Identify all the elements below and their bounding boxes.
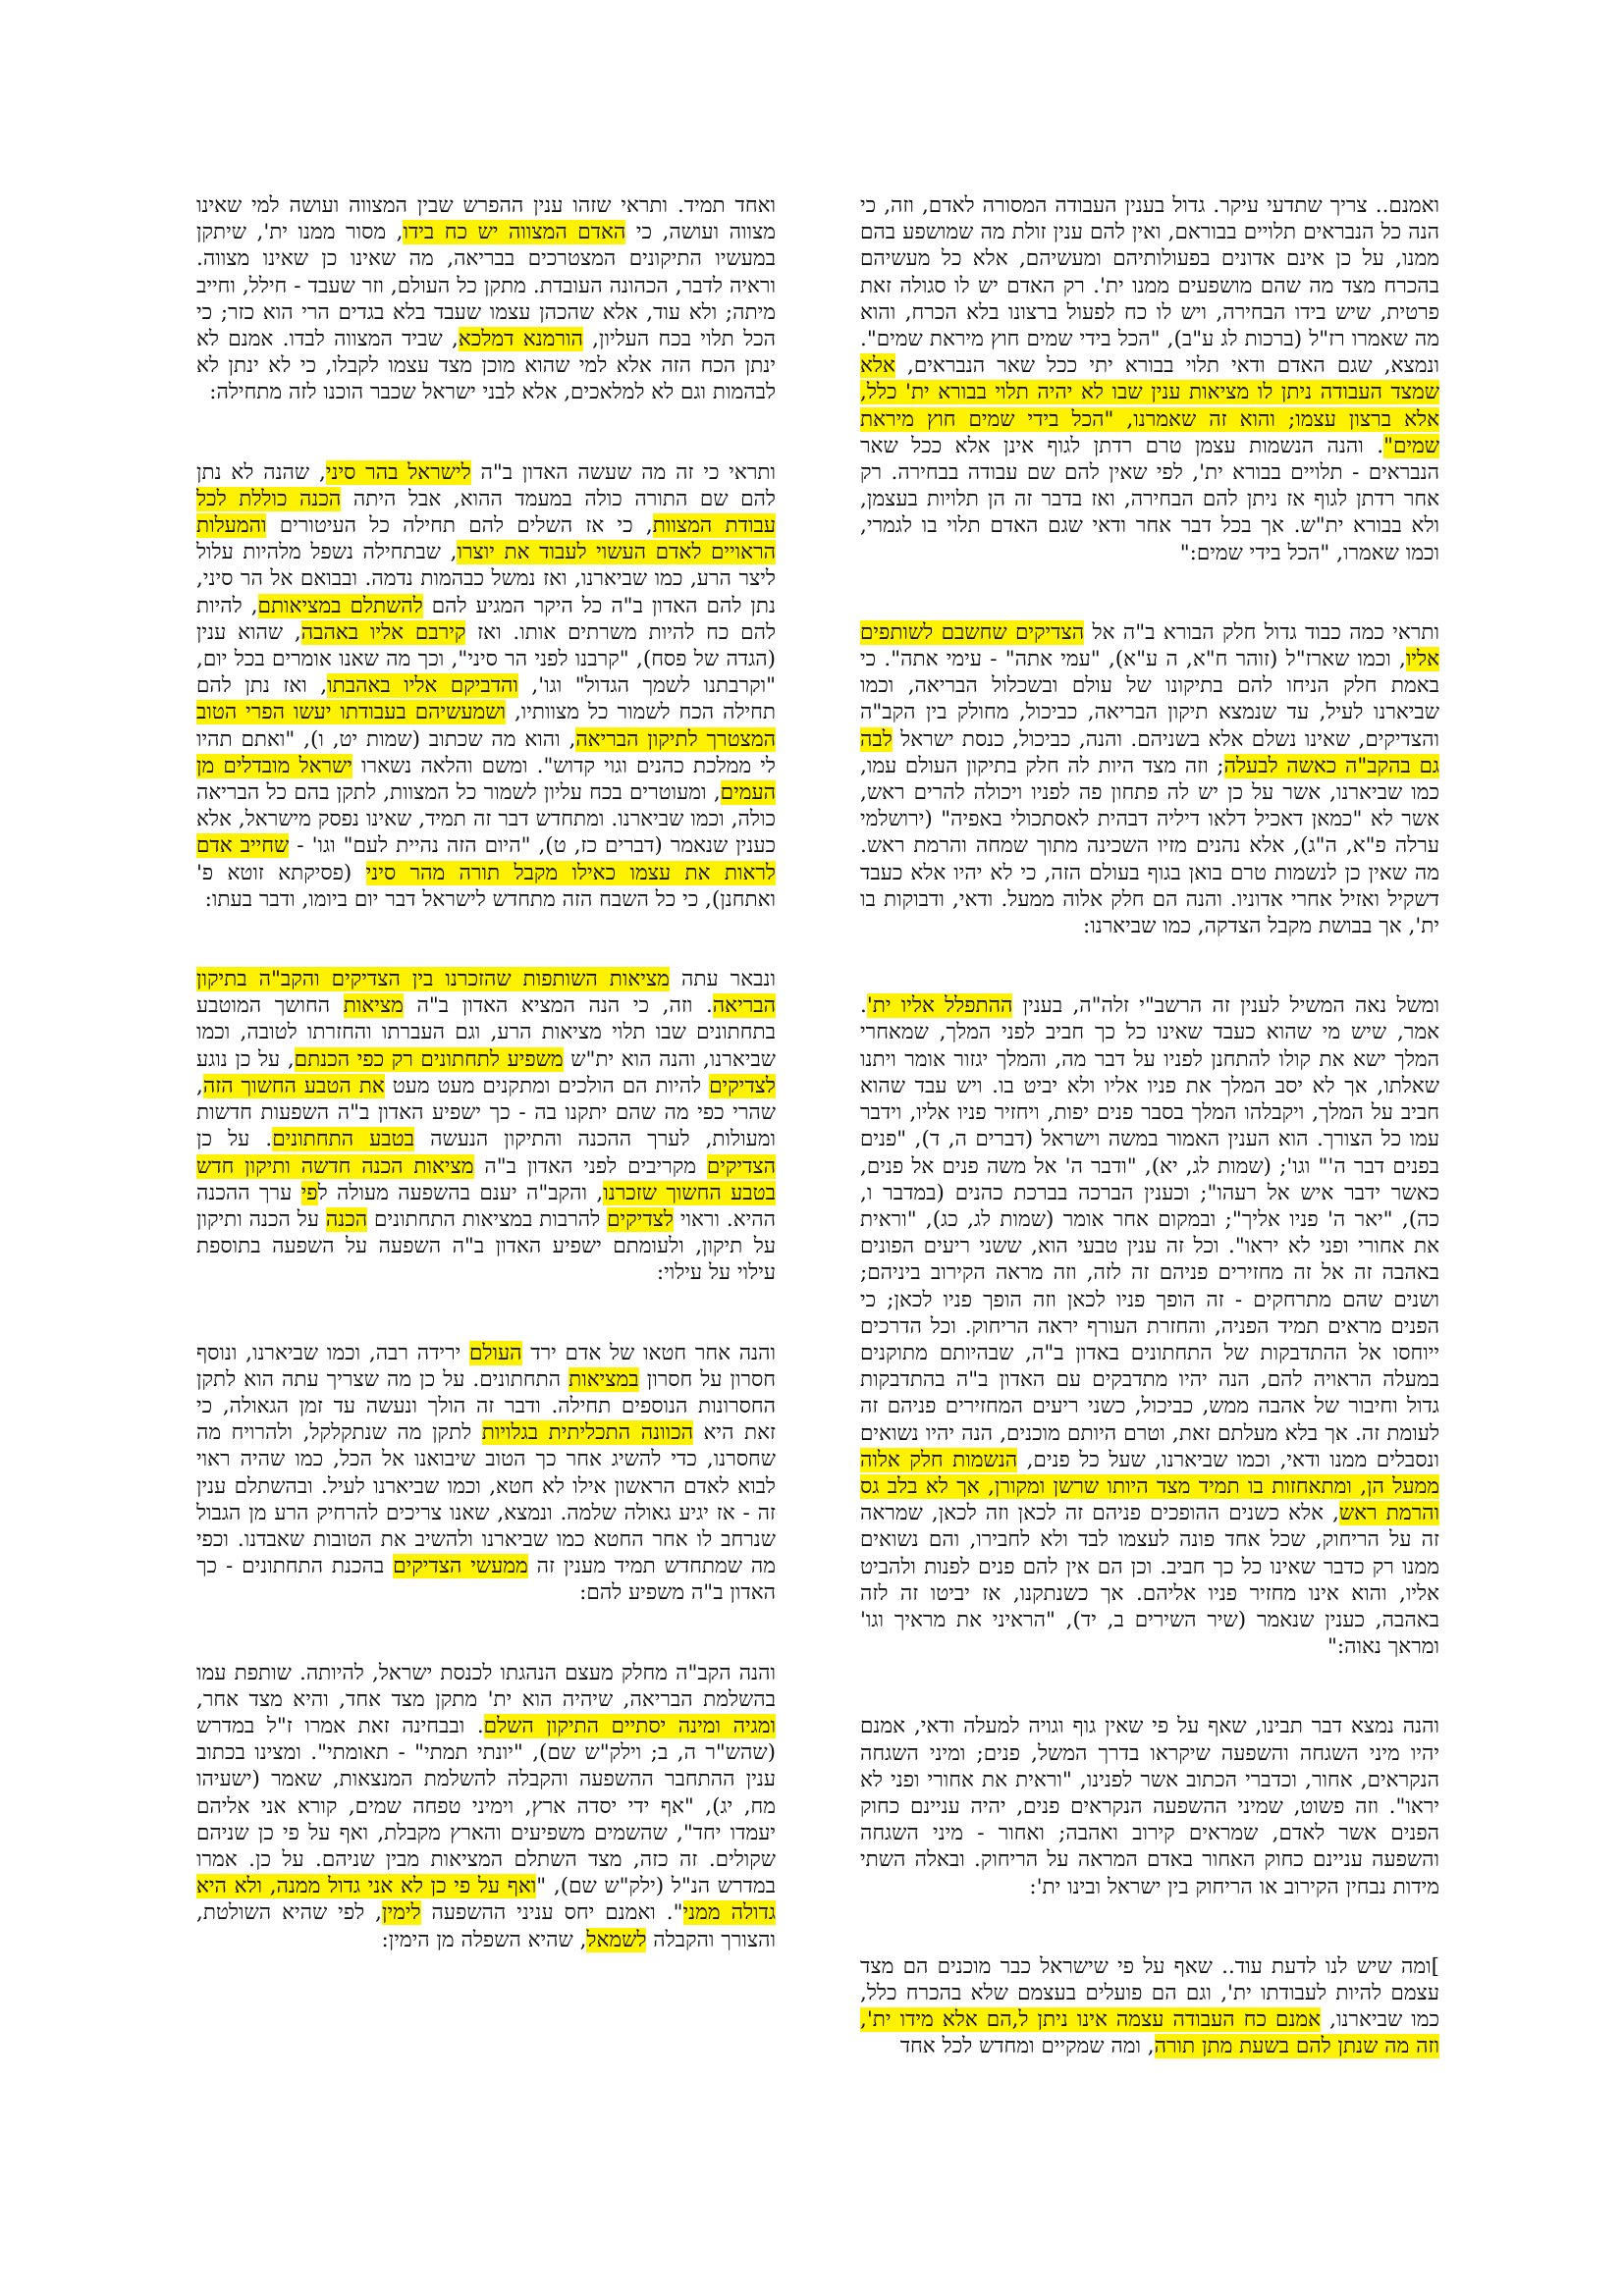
left-text-column [196, 192, 776, 1953]
text-run: , מסור ממנו ית', שיתקן במעשיו התיקונים המצטרכים בבריאה, מה שאינו כן שאינו מצווה. וראיה לדבר, הכהונה העובדת. מתקן כל העולם, וזר שעבד - חילל, וחייב מיתה; ולא עוד, אלא שהכהן עצמו שעבד בלא בגדים הרי הוא כזר; כי הכל תלוי בכח העליון, [196, 220, 776, 352]
text-run: , שהרי כפי מה שהם יתקנו בה - כך ישפיע האדון ב"ה השפעות חדשות ומעולות, לערך ההכנה והתיקון הנעשה [196, 1073, 776, 1152]
text-run: ומשל נאה המשיל לענין זה הרשב"י זלה"ה, בענין [1012, 993, 1439, 1019]
text-run: ירידה רבה, וכמו שביארנו, ונוסף חסרון על חסרון [196, 1340, 776, 1392]
highlighted-text: קירבם אליו באהבה [300, 619, 466, 645]
text-run: , ומה שמקיים ומחדש לכל אחד [899, 2034, 1155, 2059]
highlighted-text: אמנם כח העבודה עצמה אינו ניתן ל,הם אלא מידו ית', וזה מה שנתן להם בשעת מתן תורה [860, 2007, 1439, 2059]
highlighted-text: מציאות השותפות שהזכרנו בין הצדיקים והקב"ה בתיקון הבריאה [196, 967, 776, 1019]
paragraph-gap [196, 913, 776, 966]
text-run: ; וזה מצד היות לה חלק בתיקון העולם עמו, כמו שביארנו, אשר על כן יש לה פתחון פה לפניו ויכולה להרים ראש, אשר לא "כמאן דאכיל דלאו דיליה דבהית לאסתכולי באפיה" (ירושלמי ערלה פ"א, ה"ג), אלא נהנים מזיו השכינה מתוך שמחה והרמת ראש. מה שאין כן לנשמות טרם בואן בגוף בעולם הזה, כי לא יהיו אלא כעבד דשקיל ואזיל אחרי אדוניו. והנה הם חלק אלוה ממעל. ודאי, ודבוקות בו ית', אך בבושת מקבל הצדקה, כמו שביארנו: [860, 753, 1439, 939]
highlighted-text: לצדיקים [709, 1073, 776, 1098]
highlighted-text: והדביקם אליו באהבתו [327, 673, 518, 699]
paragraph [860, 192, 1439, 566]
highlighted-text: במציאות [568, 1366, 639, 1392]
paragraph [860, 992, 1439, 1660]
paragraph-gap [860, 566, 1439, 619]
text-run: . על כן [196, 1127, 273, 1152]
highlighted-text: לבה גם בהקב"ה כאשה לבעלה [860, 726, 1439, 778]
highlighted-text: מציאות [343, 993, 404, 1019]
text-run: לתקן מה שנתקלקל, ולהרויח מה שחסרנו, כדי להשיג אחר כך הטוב שיבואנו אל הכל, כמו שהיה ראוי לבוא לאדם הראשון אילו לא חטא, וכמו שביארנו לעיל. ובהשתלם ענין זה - אז יגיע גאולה שלמה. ונמצא, שאנו צריכים להרחיק הרע מן הגבול שנרחב לו אחר החטא כמו שביארנו ולהשיב את הטובות שאבדנו. וכפי מה שמתחדש תמיד מענין זה [196, 1420, 776, 1579]
highlighted-text: ושמעשיהם בעבודתו יעשו הפרי הטוב המצטרך לתיקון הבריאה [196, 700, 776, 752]
text-run: . וזה, כי הנה המציא האדון ב"ה [403, 993, 713, 1019]
text-run: , כי אז השלים להם תחילה כל העיטורים [266, 513, 653, 539]
highlighted-text: מציאות הכנה חדשה ותיקון חדש בטבע החשוך שזכרנו [196, 1153, 777, 1205]
text-run: , שבתחילה נשפל מלהיות עלול ליצר הרע, כמו שביארנו, ואז נמשל כבהמות נדמה. ובבואם אל הר סיני, נתן להם האדון ב"ה כל היקר המגיע להם [196, 540, 777, 618]
highlighted-text: הכוונה התכליתית בגלויות [481, 1420, 693, 1446]
text-run: , להיות להם כח להיות משרתים אותו. ואז [196, 593, 776, 645]
text-run: , ואז נתן להם תחילה הכח לשמור כל מצוותיו, [196, 673, 776, 725]
highlighted-text: ומגיה ומינה יסתיים התיקון השלם [483, 1713, 776, 1738]
text-run: ואמנם.. צריך שתדעי עיקר. גדול בענין העבודה המסורה לאדם, וזה, כי הנה כל הנבראים תלויים בבוראם, ואין להם ענין זולת מה שמושפע בהם ממנו, על כן אינם אדונים בפעולותיהם ומעשיהם, אלא כל מעשיהם בהכרח מצד מה שהם מושפעים ממנו ית'. רק האדם יש לו סגולה זאת פרטית, שיש בידו הבחירה, ויש לו כח לפעול ברצונו בלא הכרח, והוא מה שאמרו רז"ל (ברכות לג ע"ב), "הכל בידי שמים חוץ מיראת שמים". ונמצא, שגם האדם ודאי תלוי בבורא יתי ככל שאר הנבראים, [860, 193, 1439, 379]
highlighted-text: הכנה [325, 1206, 368, 1232]
paragraph [196, 1660, 776, 1953]
text-run: והנה נמצא דבר תבינו, שאף על פי שאין גוף וגויה למעלה ודאי, אמנם יהיו מיני השגחה והשפעה שיקראו בדרך המשל, פנים; ומיני השגחה הנקראים, אחור, וכדברי הכתוב אשר לפנינו, "וראית את אחורי ופני לא יראו". וזה פשוט, שמיני ההשפעה הנקראים פנים, יהיה עניינם כחוק הפנים אשר לאדם, שמראים קירוב ואהבה; ואחור - מיני השגחה והשפעה עניינם כחוק האחור באדם המראה על הריחוק. ובאלה השתי מידות נבחין הקירוב או הריחוק בין ישראל ובינו ית': [860, 1714, 1439, 1899]
paragraph-gap [196, 1287, 776, 1340]
text-run: התחתונים. על כן מה שצריך עתה הוא לתקן החסרונות הנוספים תחילה. ודבר זה הולך ונעשה עד זמן הגאולה, כי זאת היא [196, 1366, 776, 1446]
text-run: על הכנה ותיקון על תיקון, ולעומתם ישפיע האדון ב"ה השפעה על השפעה בתוספת עילוי על עילוי: [196, 1206, 776, 1286]
paragraph [196, 1340, 776, 1607]
paragraph-gap [196, 1607, 776, 1660]
text-run: והנה הקב"ה מחלק מעצם הנהגתו לכנסת ישראל, להיותה. שותפת עמו בהשלמת הבריאה, שיהיה הוא ית' מתקן מצד אחד, והיא מצד אחר, [196, 1660, 776, 1712]
highlighted-text: לשמאל [586, 1927, 647, 1952]
text-run: , והוא מה שכתוב (שמות יט, ו), "ואתם תהיו לי ממלכת כהנים וגוי קדוש". ומשם והלאה נשארו [196, 726, 776, 778]
highlighted-text: הצדיקים שחשבם לשותפים אליו [860, 619, 1439, 672]
paragraph [860, 1713, 1439, 1899]
highlighted-text: לצדיקים [607, 1206, 674, 1232]
text-run: , שהיא השפלה מן הימין: [381, 1927, 587, 1952]
highlighted-text: שחייב אדם לראות את עצמו כאילו מקבל תורה מהר סיני [196, 833, 776, 885]
text-run: ותראי כי זה מה שעשה האדון ב"ה [470, 459, 777, 485]
highlighted-text: לישראל בהר סיני [325, 459, 471, 485]
highlighted-text: ואף על פי כן לא אני גדול ממנה, ולא היא גדולה ממני [196, 1874, 776, 1926]
text-run: ערך ההכנה ההיא. וראוי [196, 1180, 777, 1232]
paragraph [196, 192, 776, 406]
text-run: , שהוא ענין (הגדה של פסח), "קרבנו לפני הר סיני", וכך מה שאנו אומרים בכל יום, "וקרבתנו לשמך הגדול" וגו', [196, 619, 776, 699]
text-run: , על כן נוגע [196, 1046, 295, 1072]
text-run: ]ומה שיש לנו לדעת עוד.. שאף על פי שישראל כבר מוכנים הם מצד עצמם להיות לעבודתו ית', וגם הם פועלים בעצמם שלא בהכרח כלל, כמו שביארנו, [860, 1953, 1440, 2033]
text-run: , אלא כשנים ההופכים פניהם זה לכאן וזה לכאן, שמראה זה על הריחוק, שכל אחד פונה לעצמו לבד ולא לחבירו, והם נשואים ממנו רק כדבר שאינו כל כך חביב. וכן הם אין להם פנים לפנות ולהביט אליו, והוא אינו מחזיר פניו אליהם. אך כשנתקנו, אז יביטו זה לזה באהבה, כענין שנאמר (שיר השירים ב, יד), "הראיני את מראיך וגו' ומראך נאוה:" [860, 1501, 1439, 1660]
highlighted-text: הצדיקים [706, 1153, 776, 1179]
text-run: ואחד תמיד. ותראי שזהו ענין ההפרש שבין המצווה ועושה למי שאינו מצווה ועושה, כי [196, 193, 776, 245]
highlighted-text: פי [300, 1180, 318, 1205]
text-run: . והנה הנשמות עצמן טרם רדתן לגוף אינן אלא ככל שאר הנבראים - תלויים בבורא ית', לפי שאין להם שם עבודה בבחירה. רק אחר רדתן לגוף אז ניתן להם הבחירה, ואז בדבר זה הן תלויות בעצמן, ולא בבורא ית"ש. אך בכל דבר אחר ודאי שגם האדם תלוי בו לגמרי, וכמו שאמרו, "הכל בידי שמים:" [860, 433, 1439, 565]
text-run: , והקב"ה יענם בהשפעה מעולה ל [317, 1180, 604, 1205]
text-run: , ומעוטרים בכח עליון לשמור כל המצוות, לתקן בהם כל הבריאה כולה, וכמו שביארנו. ומתחדש דבר זה תמיד, שאינו נפסק מישראל, אלא כענין שנאמר (דברים כז, ט), "היום הזה נהיית לעם" וגו' - [196, 780, 776, 859]
text-run: והנה אחר חטאו של אדם ירד [521, 1340, 776, 1365]
text-run: , שהנה לא נתן להם שם התורה כולה במעמד ההוא, אבל היתה [196, 459, 776, 511]
highlighted-text: ישראל מובדלים מן העמים [196, 753, 776, 806]
highlighted-text: העולם [469, 1340, 522, 1365]
paragraph [196, 459, 776, 913]
paragraph-gap [860, 1660, 1439, 1713]
text-run: . ובבחינה זאת אמרו ז"ל במדרש (שהש"ר ה, ב; וילק"ש שם), "יונתי תמתי" - תאומתי". ומצינו בכתוב ענין ההתחבר ההשפעה והקבלה להשלמת המנצאות, שאמר (ישעיהו מח, יג), "אף ידי יסדה ארץ, וימיני טפחה שמים, קורא אני אליהם יעמדו יחד", שהשמים משפיעים והארץ מקבלת, ואף על פי כן שניהם שקולים. זה כזה, מצד השתלם המציאות מבין שניהם. על כן. אמרו במדרש הנ"ל (ילק"ש שם), " [196, 1713, 776, 1899]
text-run: . אמר, שיש מי שהוא כעבד שאינו כל כך חביב לפני המלך, שמאחרי המלך ישא את קולו להתחנן לפניו על דבר מה, והמלך יגזור אומר ויתנו שאלתו, אך לא יסב המלך את פניו אליו ולא יביט בו. ויש עבד שהוא חביב על המלך, ויקבלהו המלך בסבר פנים יפות, ויחזיר פניו אליו, וידבר עמו כל הצורך. הוא הענין האמור במשה וישראל (דברים ה, ד), "פנים בפנים דבר ה'" וגו'; (שמות לג, יא), "ודבר ה' אל משה פנים אל פנים, כאשר ידבר איש אל רעהו"; וכענין הברכה בברכת כהנים (במדבר ו, כה), "יאר ה' פניו אליך"; ובמקום אחר אומר (שמות לג, כג), "וראית את אחורי ופני לא יראו". וכל זה ענין טבעי הוא, ששני ריעים הפונים באהבה זה אל זה מחזירים פניהם זה לזה, וזה מראה הקירוב ביניהם; ושנים שהם מתרחקים - זה הופך פניו לכאן וזה הופך פניו לכאן; כי הפנים מראים תמיד הפניה, והחזרת העורף יראה הריחוק. וכל הדרכים ייוחסו אל ההתדבקות של התחתונים באדון ב"ה, שבהיותם מתוקנים במעלה הראויה להם, הנה יהיו מתדבקים עם האדון ב"ה בהתדבקות גדול וחיבור של אהבה ממש, כביכול, כשני ריעים המחזירים פניהם זה לעומת זה. אך בלא מעלתם זאת, וטרם היותם מוכנים, הנה יהיו נשואים ונסבלים ממנו ודאי, וכמו שביארנו, שעל כל פנים, [860, 993, 1439, 1472]
highlighted-text: הנשמות חלק אלוה ממעל הן, ומתאחזות בו תמיד מצד היותו שרשן ומקורן, אך לא בלב גס והרמת ראש [860, 1447, 1439, 1526]
right-text-column [860, 192, 1439, 2060]
text-run: החושך המוטבע בתחתונים שבו תלוי מציאות הרע, וגם העברתו והחזרתו לטובה, וכמו שביארנו, והנה הוא ית"ש [196, 993, 776, 1072]
highlighted-text: ממעשי הצדיקים [393, 1554, 528, 1579]
paragraph [196, 966, 776, 1286]
highlighted-text: הורמנא דמלכא [458, 327, 583, 352]
highlighted-text: האדם המצווה יש כח בידו [403, 220, 626, 245]
text-run: ותראי כמה כבוד גדול חלק הבורא ב"ה אל [1084, 619, 1439, 645]
highlighted-text: אלא שמצד העבודה ניתן לו מציאות ענין שבו לא יהיה תלוי בבורא ית' כלל, אלא ברצון עצמו; והוא זה שאמרנו, "הכל בידי שמים חוץ מיראת שמים" [860, 353, 1439, 458]
text-run: בהכנת התחתונים - כך האדון ב"ה משפיע להם: [196, 1554, 776, 1606]
text-run: ונבאר עתה [669, 967, 776, 992]
highlighted-text: את הטבע החשוך הזה [202, 1073, 385, 1098]
paragraph-gap [196, 406, 776, 459]
text-run: מקריבים לפני האדון ב"ה [473, 1153, 707, 1179]
text-run: להרבות במציאות התחתונים [367, 1206, 608, 1232]
text-run: (פסיקתא זוטא פ' ואתחנן), כי כל השבח הזה מתחדש לישראל דבר יום ביומו, ודבר בעתו: [196, 860, 776, 912]
text-run: , לפי שהיא השולטת, והצורך והקבלה [196, 1900, 776, 1952]
text-run: , שביד המצווה לבדו. אמנם לא ינתן הכח הזה אלא למי שהוא מוכן מצד עצמו לקבלו, כי לא ינתן לא לבהמות וגם לא למלאכים, אלא לבני ישראל שכבר הוכנו לזה מתחילה: [196, 327, 776, 405]
highlighted-text: להשתלם במציאותם [257, 593, 423, 618]
text-run: להיות הם הולכים ומתקנים מעט מעט [384, 1073, 710, 1098]
highlighted-text: הכנה כוללת לכל עבודת המצוות [196, 486, 777, 539]
paragraph [860, 619, 1439, 939]
text-run: , וכמו שארז"ל (זוהר ח"א, ה ע"א), "עמי אתה" - עימי אתה". כי באמת חלק הניחו להם בתיקונו של עולם ובשכלול הבריאה, וכמו שביארנו לעיל, עד שנמצא תיקון הבריאה, כביכול, מחולק בין הקב"ה והצדיקים, שאינו נשלם אלא בשניהם. והנה, כביכול, כנסת ישראל [860, 647, 1439, 752]
highlighted-text: משפיע לתחתונים רק כפי הכנתם [294, 1046, 564, 1072]
highlighted-text: והמעלות הראויים לאדם העשוי לעבוד את יוצרו [196, 513, 776, 565]
text-run: ". ואמנם יחס עניני ההשפעה [420, 1900, 683, 1926]
paragraph-gap [860, 939, 1439, 992]
paragraph-gap [860, 1900, 1439, 1953]
highlighted-text: ההתפלל אליו ית' [866, 993, 1013, 1019]
highlighted-text: בטבע התחתונים [272, 1127, 415, 1152]
paragraph [860, 1953, 1439, 2060]
highlighted-text: לימין [381, 1900, 421, 1926]
